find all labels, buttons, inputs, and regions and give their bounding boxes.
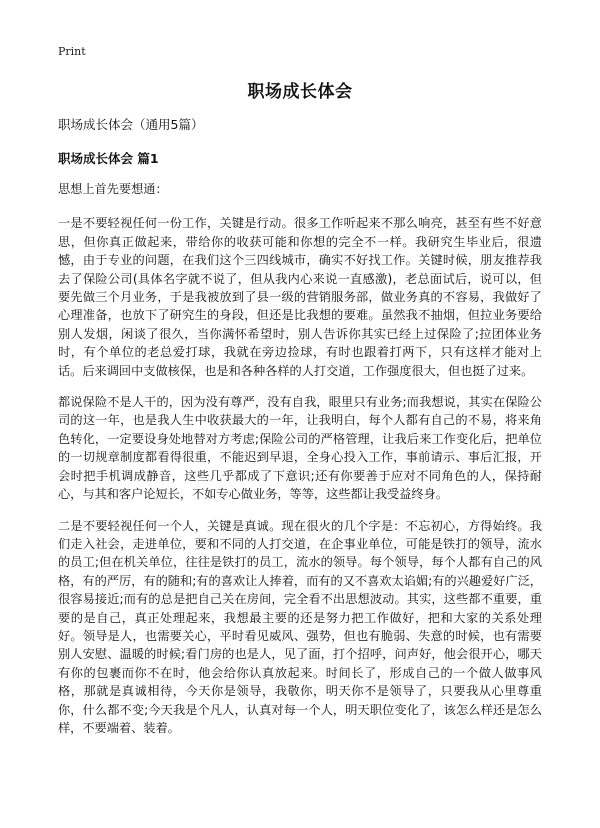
paragraph-intro: 思想上首先要想通： <box>58 182 168 196</box>
document-subtitle: 职场成长体会（通用5篇） <box>58 117 204 132</box>
paragraph-1: 一是不要轻视任何一份工作，关键是行动。很多工作听起来不那么响亮，甚至有些不好意思，但你真正做起来，带给你的收获可能和你想的完全不一样。我研究生毕业后，很遗憾，由于专业的问题，在我们这个三四线城市，确实不好找工作。关键时候，朋友推荐我去了保险公司(具体名字就不说了，但从我内心来说一直感激)，老总面试后，说可以，但要先做三个月业务，于是我被放到了县一级的营销服务部，做业务真的不容易，我做好了心理准备，也放下了研究生的身段，但还是比我想的要难。虽然我不抽烟，但拉业务要给别人发烟，闲谈了很久，当你满怀希望时，别人告诉你其实已经上过保险了;拉团体业务时，有个单位的老总爱打球，我就在旁边捡球，有时也跟着打两下，只有这样才能对上话。后来调回中支做核保，也是和各种各样的人打交道，工作强度很大，但也挺了过来。 <box>58 216 542 378</box>
print-link[interactable]: Print <box>58 45 86 58</box>
page-title: 职场成长体会 <box>247 82 353 102</box>
section-heading: 职场成长体会 篇1 <box>58 151 159 166</box>
paragraph-2: 都说保险不是人干的，因为没有尊严，没有自我，眼里只有业务;而我想说，其实在保险公司的这一年，也是我人生中收获最大的一年，让我明白，每个人都有自己的不易，将来角色转化，一定要设身处地替对方考虑;保险公司的严格管理，让我后来工作变化后，把单位的一切规章制度都看得很重，不能迟到早退，全身心投入工作，事前请示、事后汇报，开会时把手机调成静音，这些几乎都成了下意识;还有你要善于应对不同角色的人，保持耐心，与其和客户论短长，不如专心做业务，等等，这些都让我受益终身。 <box>58 395 542 502</box>
paragraph-3: 二是不要轻视任何一个人，关键是真诚。现在很火的几个字是：不忘初心，方得始终。我们走入社会，走进单位，要和不同的人打交道，在企事业单位，可能是铁打的领导，流水的员工;但在机关单位，往往是铁打的员工，流水的领导。每个领导，每个人都有自己的风格，有的严厉，有的随和;有的喜欢让人捧着，而有的又不喜欢太谄媚;有的兴趣爱好广泛，很容易接近;而有的总是把自己关在房间，完全看不出思想波动。其实，这些都不重要，重要的是自己，真正处理起来，我想最主要的还是努力把工作做好，把和大家的关系处理好。领导是人，也需要关心，平时看见威风、强势，但也有脆弱、失意的时候，也有需要别人安慰、温暖的时候;看门房的也是人，见了面，打个招呼，问声好，他会很开心，哪天有你的包裹而你不在时，他会给你认真放起来。时间长了，形成自己的一个做人做事风格，那就是真诚相待，今天你是领导，我敬你，明天你不是领导了，只要我从心里尊重你，什么都不变;今天我是个凡人，认真对每一个人，明天职位变化了，该怎么样还是怎么样，不要端着、装着。 <box>58 518 542 735</box>
